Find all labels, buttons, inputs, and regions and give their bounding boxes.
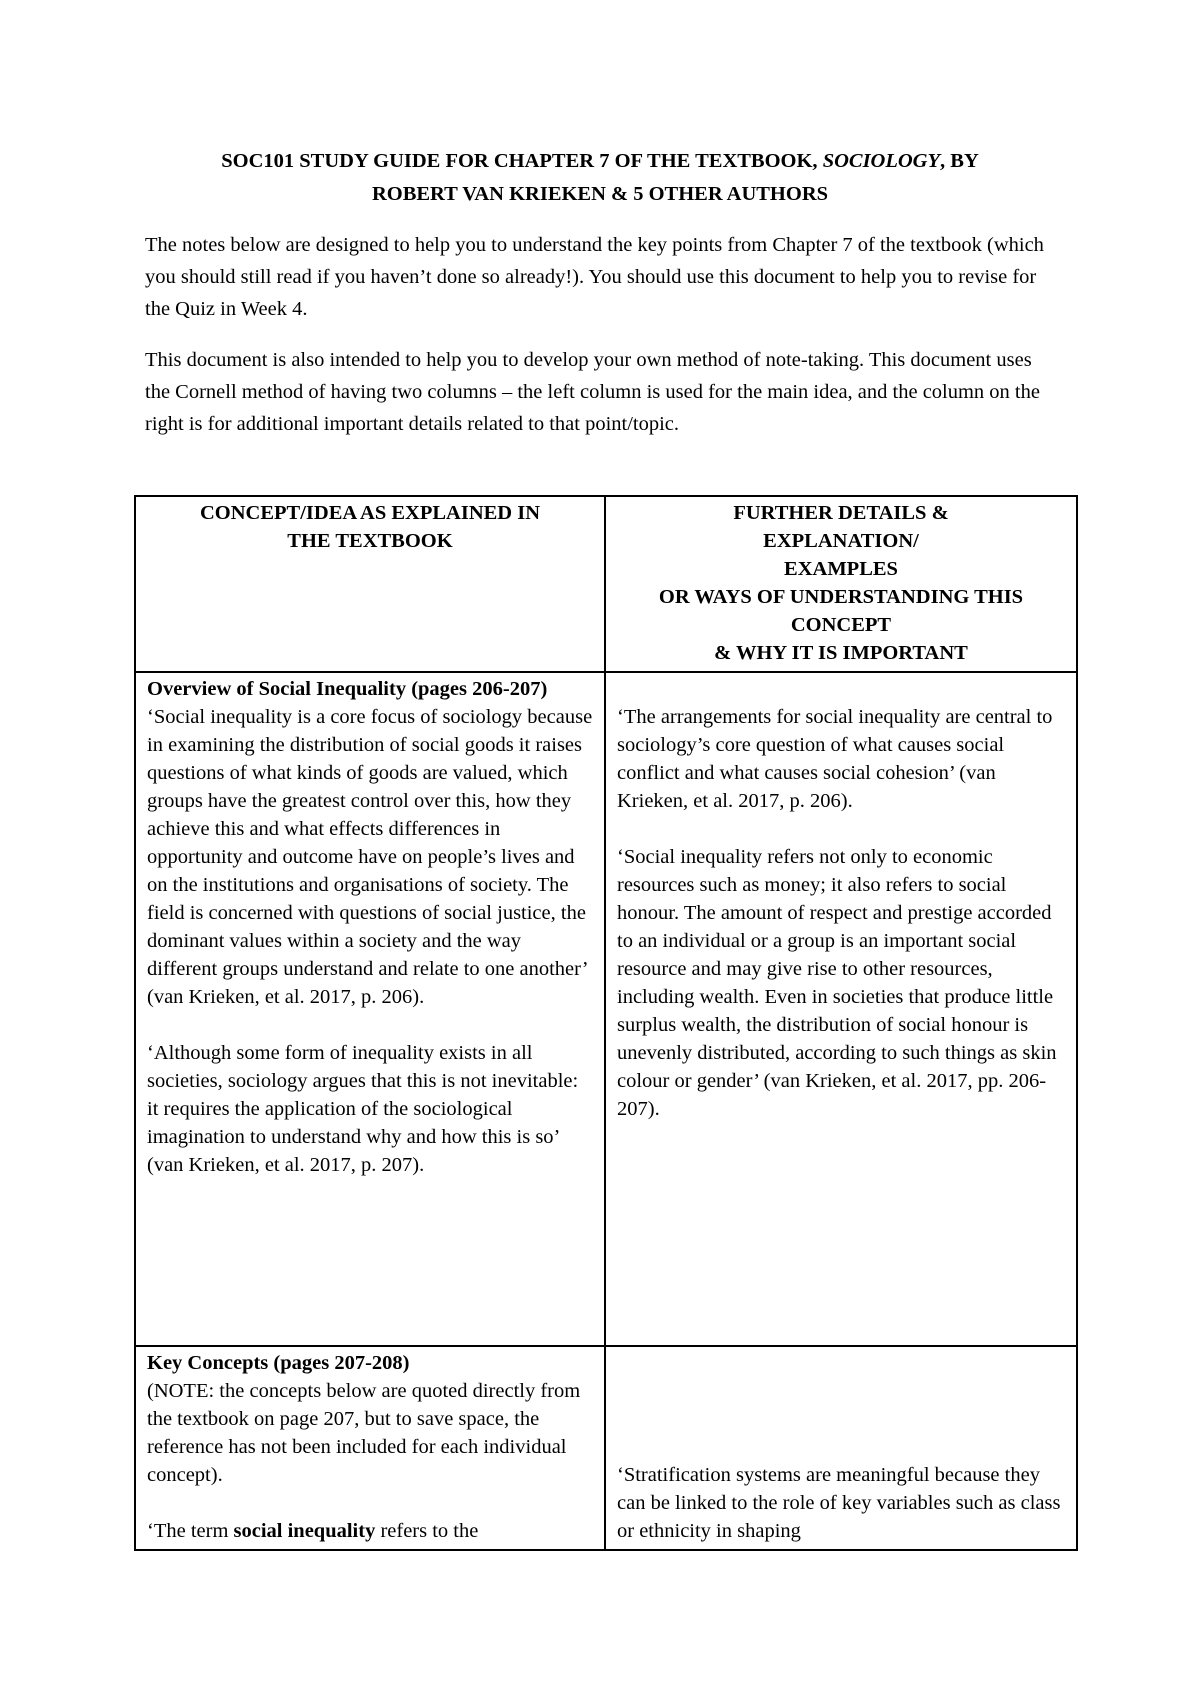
header-right: FURTHER DETAILS & EXPLANATION/ EXAMPLES OR WAYS OF UNDERSTANDING THIS CONCEPT & WHY IT IS IMPORTANT (605, 496, 1077, 672)
row1-heading: Overview of Social Inequality (pages 206-207) (147, 678, 548, 700)
row2-heading: Key Concepts (pages 207-208) (147, 1352, 410, 1374)
row2-left-paragraph-2: ‘The term social inequality refers to the (147, 1520, 479, 1542)
table-header-row (135, 496, 1077, 672)
title-line-1: SOC101 STUDY GUIDE FOR CHAPTER 7 OF THE TEXTBOOK, SOCIOLOGY, BY (221, 150, 979, 172)
document-title (140, 145, 1060, 211)
cornell-notes-table (134, 495, 1078, 1551)
table-row (135, 672, 1077, 1346)
row2-left-paragraph-1: (NOTE: the concepts below are quoted directly from the textbook on page 207, but to save space, the reference has not been included for each individual concept). (147, 1380, 581, 1486)
row1-left-cell (135, 672, 605, 1346)
row1-right-cell (605, 672, 1077, 1346)
title-line-2: ROBERT VAN KRIEKEN & 5 OTHER AUTHORS (371, 183, 829, 205)
row1-left-paragraph-1: ‘Social inequality is a core focus of sociology because in examining the distribution of social goods it raises questions of what kinds of goods are valued, which groups have the greatest control over this, how they achieve this and what effects differences in opportunity and outcome have on people’s lives and on the institutions and organisations of society. The field is concerned with questions of social justice, the dominant values within a society and the way different groups understand and relate to one another’ (van Krieken, et al. 2017, p. 206). (147, 706, 593, 1008)
row2-left-cell (135, 1346, 605, 1550)
row1-right-paragraph-1: ‘The arrangements for social inequality are central to sociology’s core question of what causes social conflict and what causes social cohesion’ (van Krieken, et al. 2017, p. 206). (617, 706, 1053, 812)
row2-right-cell (605, 1346, 1077, 1550)
row1-right-paragraph-2: ‘Social inequality refers not only to economic resources such as money; it also refers to social honour. The amount of respect and prestige accorded to an individual or a group is an important social resource and may give rise to other resources, including wealth. Even in societies that produce little surplus wealth, the distribution of social honour is unevenly distributed, according to such things as skin colour or gender’ (van Krieken, et al. 2017, pp. 206-207). (617, 846, 1057, 1120)
row1-left-paragraph-2: ‘Although some form of inequality exists in all societies, sociology argues that this is not inevitable: it requires the application of the sociological imagination to understand why and how this is so’ (van Krieken, et al. 2017, p. 207). (147, 1042, 579, 1176)
intro-paragraph-2: This document is also intended to help you to develop your own method of note-taking. This document uses the Cornell method of having two columns – the left column is used for the main idea, and the column on the right is for additional important details related to that point/topic. (145, 349, 1040, 435)
table-row (135, 1346, 1077, 1550)
intro-paragraph-1: The notes below are designed to help you to understand the key points from Chapter 7 of the textbook (which you should still read if you haven’t done so already!). You should use this document to help you to revise for the Quiz in Week 4. (145, 234, 1044, 320)
row2-right-paragraph-1: ‘Stratification systems are meaningful because they can be linked to the role of key variables such as class or ethnicity in shaping (617, 1464, 1061, 1542)
header-left: CONCEPT/IDEA AS EXPLAINED IN THE TEXTBOOK (135, 496, 605, 672)
